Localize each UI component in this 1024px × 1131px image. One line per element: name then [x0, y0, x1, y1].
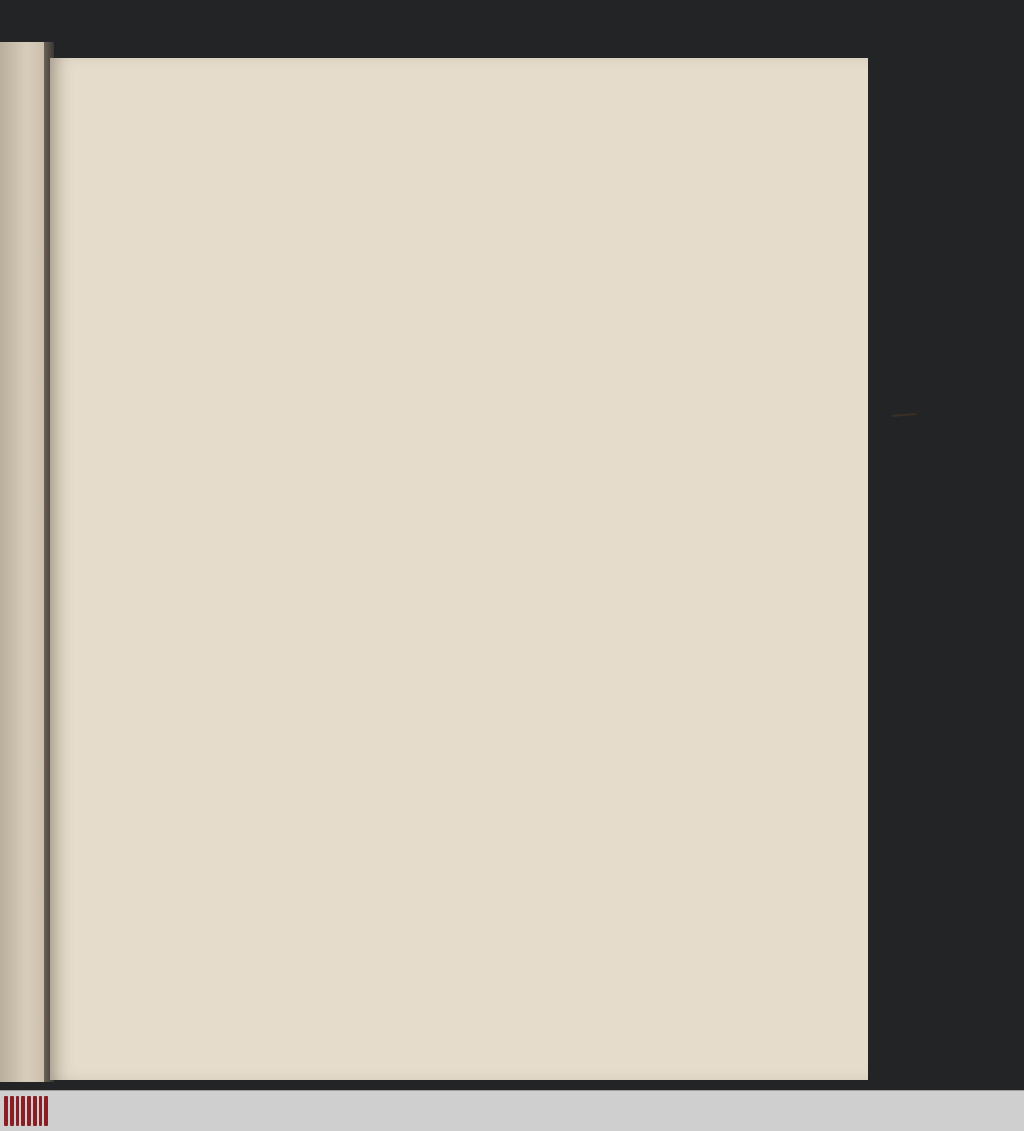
- hab-logo[interactable]: [4, 1096, 48, 1126]
- chapter-heading: [130, 88, 670, 110]
- section-number: [130, 138, 670, 159]
- ink-mark: [892, 413, 916, 417]
- viewer-footer: [0, 1090, 1024, 1131]
- catchword: [130, 159, 670, 180]
- dfg-logo[interactable]: [934, 1095, 1020, 1127]
- page-text: [130, 88, 670, 180]
- previous-leaf-edge: [0, 42, 44, 1082]
- chapter-subtitle: [130, 110, 670, 138]
- book-page: [50, 58, 868, 1080]
